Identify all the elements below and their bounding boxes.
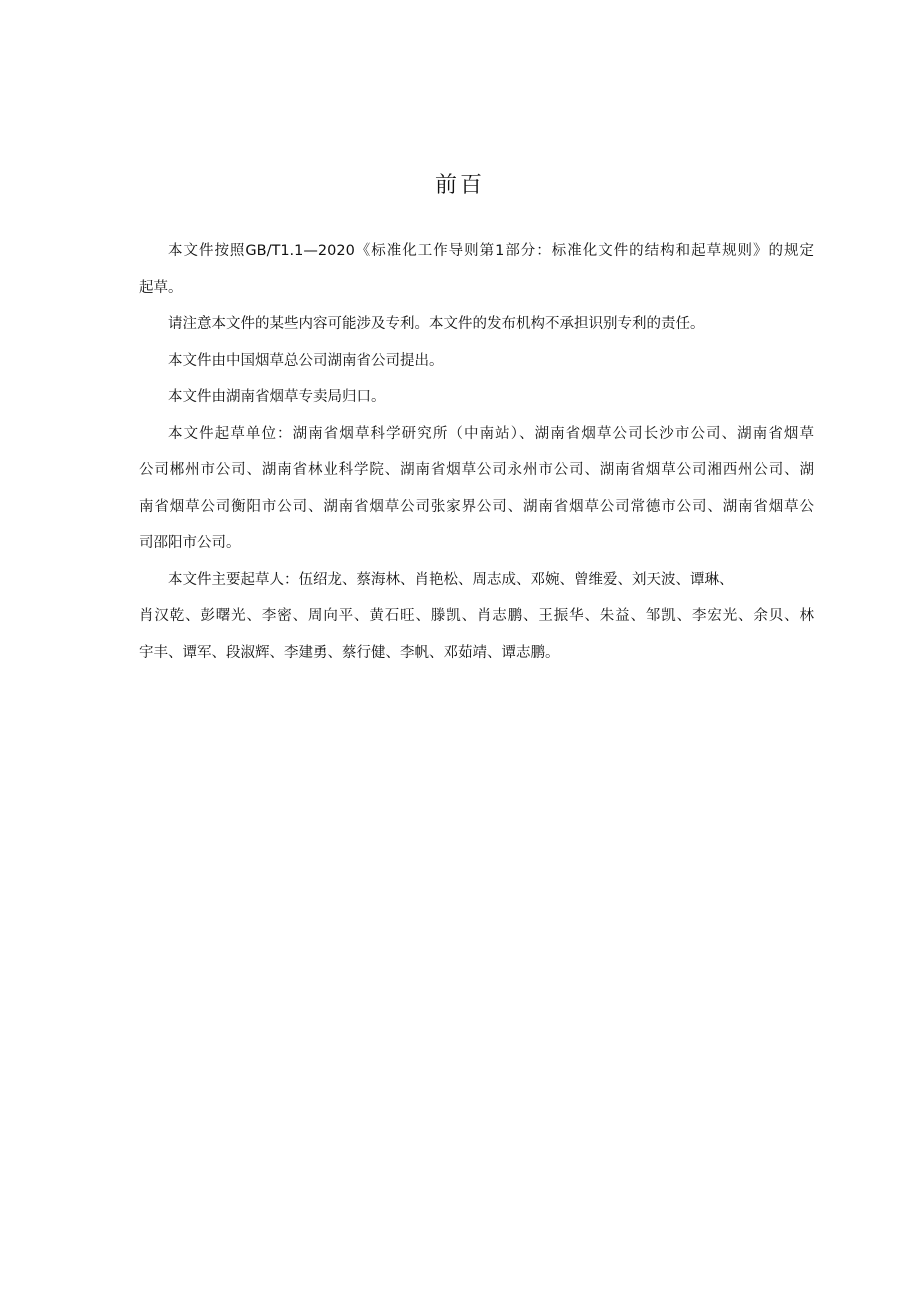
paragraph-proposer: [139, 343, 814, 380]
paragraph-drafters: [139, 562, 814, 672]
paragraph-line: 本文件由湖南省烟草专卖局归口。: [168, 389, 386, 405]
paragraph-standard-basis: [139, 233, 814, 306]
paragraph-line: 南省烟草公司衡阳市公司、湖南省烟草公司张家界公司、湖南省烟草公司常德市公司、湖南省烟草公: [139, 498, 814, 515]
paragraph-administrator: [139, 379, 814, 416]
paragraph-line: 公司郴州市公司、湖南省林业科学院、湖南省烟草公司永州市公司、湖南省烟草公司湘西州公司、湖: [139, 462, 814, 478]
paragraph-line: 本文件起草单位：湖南省烟草科学研究所（中南站）、湖南省烟草公司长沙市公司、湖南省烟草: [168, 425, 814, 442]
paragraph-drafting-units: [139, 416, 814, 562]
paragraph-patent-notice: [139, 306, 814, 343]
paragraph-line: 本文件主要起草人：伍绍龙、蔡海林、肖艳松、周志成、邓婉、曾维爱、刘天波、谭琳、: [168, 571, 734, 588]
paragraph-line: 宇丰、谭军、段淑辉、李建勇、蔡行健、李帆、邓茹靖、谭志鹏。: [139, 644, 560, 661]
document-body: [139, 233, 814, 671]
paragraph-line: 本文件由中国烟草总公司湖南省公司提出。: [168, 352, 444, 369]
paragraph-line: 肖汉乾、彭曙光、李密、周向平、黄石旺、滕凯、肖志鹏、王振华、朱益、邹凯、李宏光、余贝、林: [139, 608, 814, 624]
paragraph-line: 起草。: [139, 279, 183, 296]
paragraph-line: 请注意本文件的某些内容可能涉及专利。本文件的发布机构不承担识别专利的责任。: [168, 316, 705, 332]
paragraph-line: 司邵阳市公司。: [139, 535, 241, 551]
paragraph-line: 本文件按照GB/T1.1—2020《标准化工作导则第1部分：标准化文件的结构和起草规则》的规定: [168, 243, 814, 259]
page-title: 前百: [434, 173, 485, 198]
